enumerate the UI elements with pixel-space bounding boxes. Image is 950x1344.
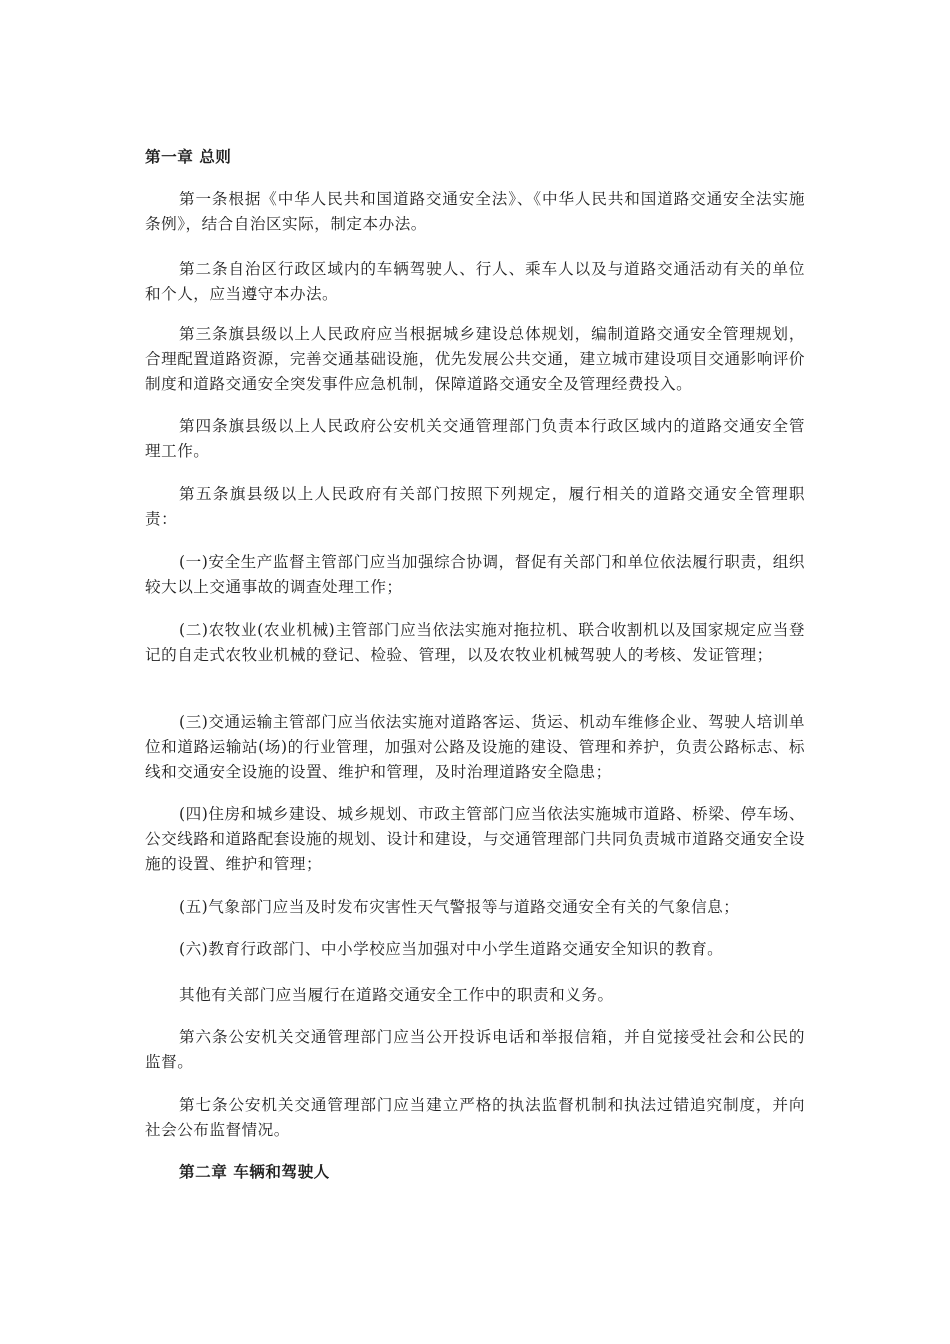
article-3: 第三条旗县级以上人民政府应当根据城乡建设总体规划，编制道路交通安全管理规划，合理配置道路资源，完善交通基础设施，优先发展公共交通，建立城市建设项目交通影响评价制度和道路交通安全突发事件应急机制，保障道路交通安全及管理经费投入。 — [145, 325, 805, 393]
chapter-2-heading: 第二章 车辆和驾驶人 — [179, 1163, 330, 1181]
article-5-item-6: (六)教育行政部门、中小学校应当加强对中小学生道路交通安全知识的教育。 — [179, 940, 724, 958]
article-5-item-2: (二)农牧业(农业机械)主管部门应当依法实施对拖拉机、联合收割机以及国家规定应当登记的自走式农牧业机械的登记、检验、管理，以及农牧业机械驾驶人的考核、发证管理； — [145, 621, 805, 664]
article-1: 第一条根据《中华人民共和国道路交通安全法》、《中华人民共和国道路交通安全法实施条例》，结合自治区实际，制定本办法。 — [145, 190, 805, 233]
article-5-item-3: (三)交通运输主管部门应当依法实施对道路客运、货运、机动车维修企业、驾驶人培训单位和道路运输站(场)的行业管理，加强对公路及设施的建设、管理和养护，负责公路标志、标线和交通安全设施的设置、维护和管理，及时治理道路安全隐患； — [145, 713, 805, 781]
article-4: 第四条旗县级以上人民政府公安机关交通管理部门负责本行政区域内的道路交通安全管理工作。 — [145, 417, 805, 460]
article-7: 第七条公安机关交通管理部门应当建立严格的执法监督机制和执法过错追究制度，并向社会公布监督情况。 — [145, 1096, 805, 1139]
article-5-item-1: (一)安全生产监督主管部门应当加强综合协调，督促有关部门和单位依法履行职责，组织较大以上交通事故的调查处理工作； — [145, 553, 805, 596]
chapter-1-heading: 第一章 总则 — [145, 148, 232, 166]
article-5-other: 其他有关部门应当履行在道路交通安全工作中的职责和义务。 — [179, 986, 614, 1004]
article-5: 第五条旗县级以上人民政府有关部门按照下列规定，履行相关的道路交通安全管理职责： — [145, 485, 805, 528]
article-6: 第六条公安机关交通管理部门应当公开投诉电话和举报信箱，并自觉接受社会和公民的监督。 — [145, 1028, 805, 1071]
article-5-item-4: (四)住房和城乡建设、城乡规划、市政主管部门应当依法实施城市道路、桥梁、停车场、公交线路和道路配套设施的规划、设计和建设，与交通管理部门共同负责城市道路交通安全设施的设置、维护和管理； — [145, 805, 805, 873]
article-2: 第二条自治区行政区域内的车辆驾驶人、行人、乘车人以及与道路交通活动有关的单位和个人，应当遵守本办法。 — [145, 260, 805, 303]
article-5-item-5: (五)气象部门应当及时发布灾害性天气警报等与道路交通安全有关的气象信息； — [179, 898, 740, 916]
